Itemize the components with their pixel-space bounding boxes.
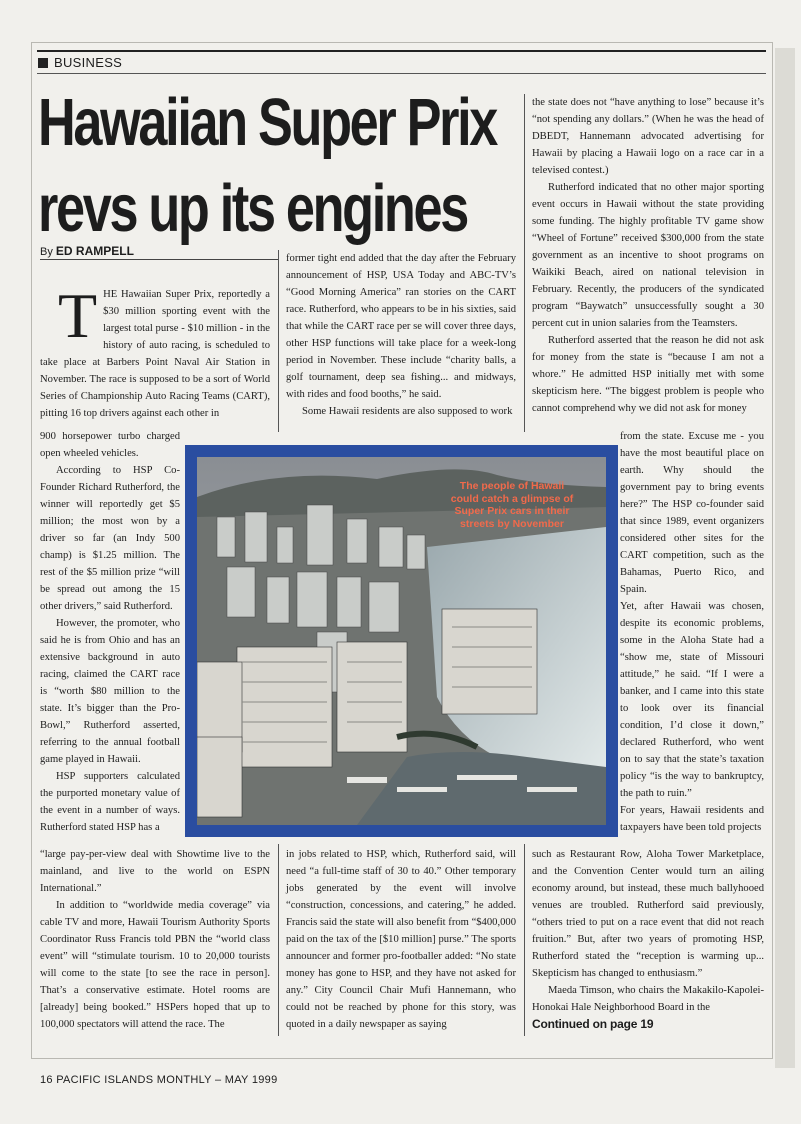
- column-rule-1: [278, 250, 279, 432]
- section-text: BUSINESS: [54, 55, 123, 70]
- paragraph: the state does not “have anything to lose” because it’s “not spending any dollars.” (When he was the head of DBEDT, Hannemann advocated advertising for Hawaii by placing a Hawaii logo on a race car in a televised contest.): [532, 97, 764, 176]
- byline-author: ED RAMPELL: [55, 244, 134, 258]
- top-rule: [37, 50, 766, 52]
- continued-link[interactable]: Continued on page 19: [532, 1017, 654, 1031]
- col3-narrow: [620, 428, 764, 836]
- photo-caption: The people of Hawaii could catch a glimpse of Super Prix cars in their streets by November: [450, 480, 574, 530]
- page-footer: 16 PACIFIC ISLANDS MONTHLY – MAY 1999: [40, 1074, 278, 1086]
- drop-cap: T: [58, 280, 98, 351]
- paragraph: Rutherford indicated that no other major sporting event occurs in Hawaii without the state providing some funding. The highly profitable TV game show “Wheel of Fortune” received $300,000 from the state government as an incentive to shoot programs on Waikiki Beach, aired on national television in February. Recently, the producers of the syndicated program “Baywatch” unsuccessfully sought a 30 percent cut in union salaries from the Teamsters.: [532, 182, 764, 329]
- paragraph: in jobs related to HSP, which, Rutherford said, will need “a full-time staff of 30 to 40.” Other temporary jobs generated by the event will involve “construction, concessions, and catering,” he added. Francis said the state will also benefit from “$400,000 paid on the tax of the [$10 million] purse.” The sports announcer and former pro-footballer added: “No state money has gone to HSP, and they have not asked for any.” City Council Chair Mufi Hannemann, who could not be reached by phone for this story, was quoted in a daily newspaper as saying: [286, 849, 516, 1030]
- paragraph: Maeda Timson, who chairs the Makakilo-Kapolei-Honokai Hale Neighborhood Board in the: [532, 985, 764, 1013]
- column-rule-2: [524, 94, 525, 432]
- paragraph: “large pay-per-view deal with Showtime live to the mainland, and live to the world on ESPN International.”: [40, 849, 270, 894]
- paragraph: from the state. Excuse me - you have the most beautiful place on earth. Why should the government pay to bring events here?” The HSP co-founder said that since 1989, event organizers considered other sites for the CART competition, such as the Bahamas, Puerto Rico, and Spain.: [620, 431, 764, 595]
- col1-upper: [40, 280, 270, 422]
- paragraph: former tight end added that the day after the February announcement of HSP, USA Today and ABC-TV’s “Good Morning America” ran stories on the CART race. Rutherford, who appears to be in his sixties, said that while the CART race per se will cover three days, other HSP functions will take place for a week-long period in November. These include “charity balls, a golf tournament, deep sea fishing... and midways, with rides and food booths,” he said.: [286, 253, 516, 400]
- byline-prefix: By: [40, 246, 53, 258]
- paragraph: For years, Hawaii residents and taxpayers have been told projects: [620, 805, 764, 833]
- col1-lower: [40, 846, 270, 1033]
- headline-line-2: revs up its engines: [38, 171, 467, 246]
- aerial-photo: [185, 445, 618, 837]
- headline: [38, 80, 497, 252]
- headline-line-1: Hawaiian Super Prix: [38, 85, 497, 160]
- section-rule: [37, 73, 766, 74]
- paragraph: Yet, after Hawaii was chosen, despite its economic problems, some in the Aloha State had a “show me, state of Missouri attitude,” he said. “If I were a banker, and I came into this state to look over its financial condition, I’d close it down,” declared Rutherford, who went on to say that the state’s taxation policy “is the way to bankruptcy, the path to ruin.”: [620, 601, 764, 799]
- paragraph: such as Restaurant Row, Aloha Tower Marketplace, and the Convention Center would turn an ailing economy around, but instead, these much ballyhooed venues are troubled. Rutherford said previously, “others tried to put on a race event that did not reach fruition.” But, after two years of promoting HSP, Rutherford stated the “reception is warming up... Skepticism has changed to enthusiasm.”: [532, 849, 764, 979]
- byline: [40, 244, 134, 258]
- square-bullet-icon: [38, 58, 48, 68]
- paragraph: 900 horsepower turbo charged open wheeled vehicles.: [40, 431, 180, 459]
- col2-lower: [286, 846, 516, 1033]
- col3-lower: [532, 846, 764, 1034]
- paragraph: HSP supporters calculated the purported monetary value of the event in a number of ways. Rutherford stated HSP has a: [40, 771, 180, 833]
- paragraph: However, the promoter, who said he is from Ohio and has an extensive background in auto racing, claimed the CART race is “worth $80 million to the state. It’s bigger than the Pro-Bowl,” Rutherford asserted, referring to the annual football game played in Hawaii.: [40, 618, 180, 765]
- section-label: [38, 55, 122, 70]
- paragraph: Rutherford asserted that the reason he did not ask for money from the state is “because I am not a whore.” He admitted HSP initially met with some skepticism here. “The biggest problem is people who cannot comprehend why we did not ask for money: [532, 335, 764, 414]
- column-rule-2-lower: [524, 844, 525, 1036]
- column-rule-1-lower: [278, 844, 279, 1036]
- col2-upper: [286, 250, 516, 420]
- facing-page-edge: [775, 48, 795, 1068]
- col1-narrow: [40, 428, 180, 836]
- paragraph: In addition to “worldwide media coverage” via cable TV and more, Hawaii Tourism Authority Sports Coordinator Russ Francis told PBN the “world class event” will “stimulate tourism. 10 to 20,000 tourists will come to the state [to see the race in person]. That’s a conservative estimate. Hotel rooms are [already] being booked.” HSPers hoped that up to 100,000 spectators will attend the race. The: [40, 900, 270, 1030]
- paragraph: According to HSP Co-Founder Richard Rutherford, the winner will reportedly get $5 million; the most won by a driver so far (an Indy 500 champ) is $1.25 million. The rest of the $5 million prize “will be spread out among the 15 other drivers,” said Rutherford.: [40, 465, 180, 612]
- byline-rule: [40, 259, 278, 260]
- paragraph: HE Hawaiian Super Prix, reportedly a $30 million sporting event with the largest total purse - $10 million - in the history of auto racing, is scheduled to take place at Barbers Point Naval Air Station in November. The race is supposed to be a sort of World Series of Championship Auto Racing Teams (CART), pitting 16 top drivers against each other in: [40, 289, 270, 419]
- paragraph: Some Hawaii residents are also supposed to work: [302, 406, 513, 417]
- col3-upper: [532, 94, 764, 417]
